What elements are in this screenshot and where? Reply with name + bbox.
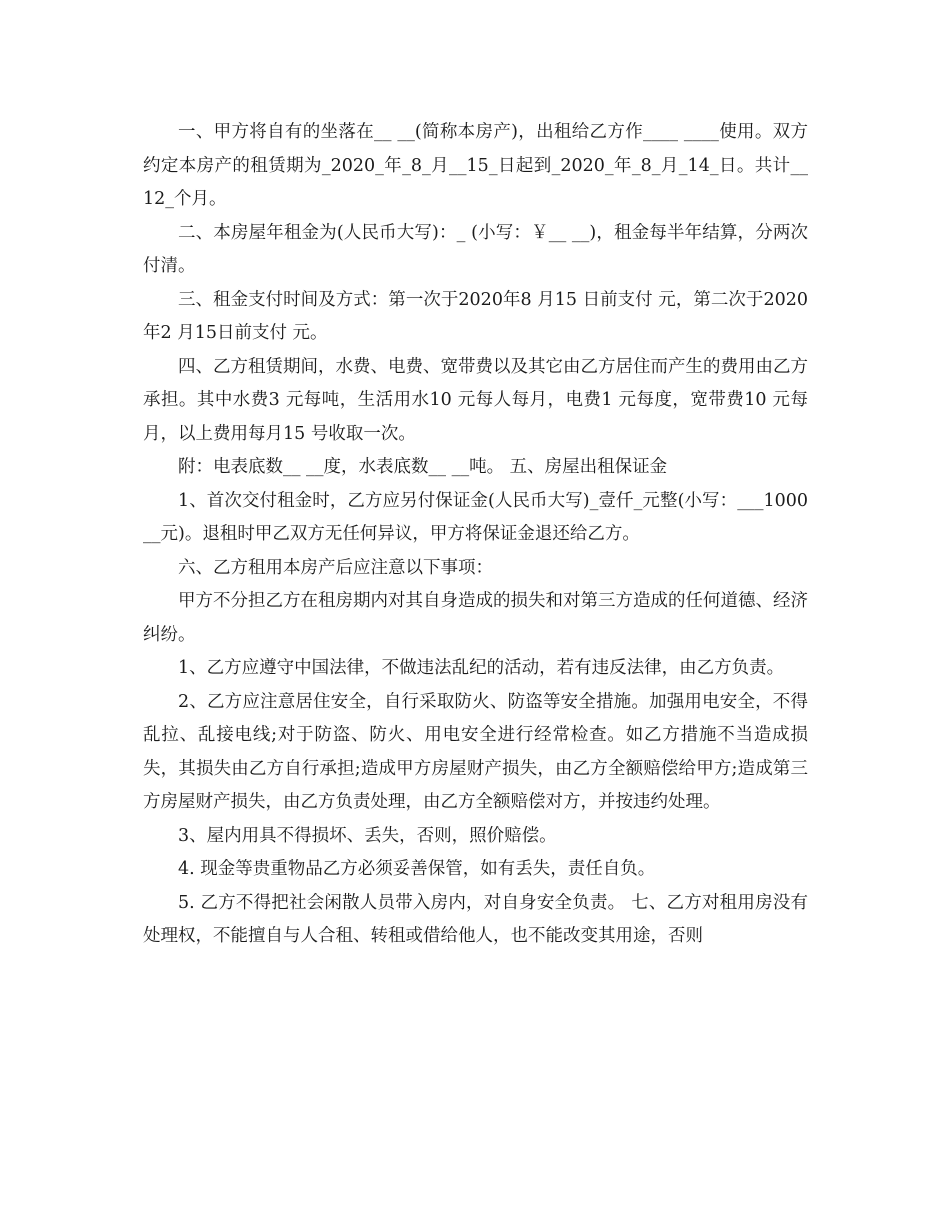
document-body bbox=[143, 116, 808, 954]
tenant-duty-1: 1、乙方应遵守中国法律，不做违法乱纪的活动，若有违反法律，由乙方负责。 bbox=[178, 658, 785, 678]
tenant-duty-2: 2、乙方应注意居住安全，自行采取防火、防盗等安全措施。加强用电安全，不得乱拉、乱接电线;对于防盗、防火、用电安全进行经常检查。如乙方措施不当造成损失，其损失由乙方自行承担;造成甲方房屋财产损失，由乙方全额赔偿给甲方;造成第三方房屋财产损失，由乙方负责处理，由乙方全额赔偿对方，并按违约处理。 bbox=[143, 691, 808, 812]
tenant-duty-5: 5. 乙方不得把社会闲散人员带入房内，对自身安全负责。 七、乙方对租用房没有处理权，不能擅自与人合租、转租或借给他人，也不能改变其用途，否则 bbox=[143, 892, 808, 946]
liability-disclaimer: 甲方不分担乙方在租房期内对其自身造成的损失和对第三方造成的任何道德、经济纠纷。 bbox=[143, 591, 808, 645]
deposit-item-1: 1、首次交付租金时，乙方应另付保证金(人民币大写)_壹仟_元整(小写：___1000__元)。退租时甲乙双方无任何异议，甲方将保证金退还给乙方。 bbox=[143, 490, 808, 544]
clause-1-lease-premises: 一、甲方将自有的坐落在__ __(简称本房产)，出租给乙方作____ ____使用。双方约定本房产的租赁期为_2020_年_8_月__15_日起到_2020_年_8_月_14_日。共计__12_个月。 bbox=[143, 122, 808, 209]
meter-readings-note: 附：电表底数__ __度，水表底数__ __吨。 五、房屋出租保证金 bbox=[178, 457, 668, 477]
tenant-duty-4: 4. 现金等贵重物品乙方必须妥善保管，如有丢失，责任自负。 bbox=[178, 859, 656, 879]
clause-6-heading: 六、乙方租用本房产后应注意以下事项： bbox=[178, 557, 493, 578]
tenant-duty-3: 3、屋内用具不得损坏、丢失，否则，照价赔偿。 bbox=[178, 825, 557, 846]
clause-2-annual-rent: 二、本房屋年租金为(人民币大写)：_ (小写：￥__ __)，租金每半年结算，分两次付清。 bbox=[143, 222, 808, 276]
clause-4-utility-fees: 四、乙方租赁期间，水费、电费、宽带费以及其它由乙方居住而产生的费用由乙方承担。其中水费3 元每吨，生活用水10 元每人每月，电费1 元每度，宽带费10 元每月，以上费用每月15 号收取一次。 bbox=[143, 356, 808, 444]
clause-3-payment-schedule: 三、租金支付时间及方式：第一次于2020年8 月15 日前支付 元，第二次于2020年2 月15日前支付 元。 bbox=[143, 289, 808, 343]
